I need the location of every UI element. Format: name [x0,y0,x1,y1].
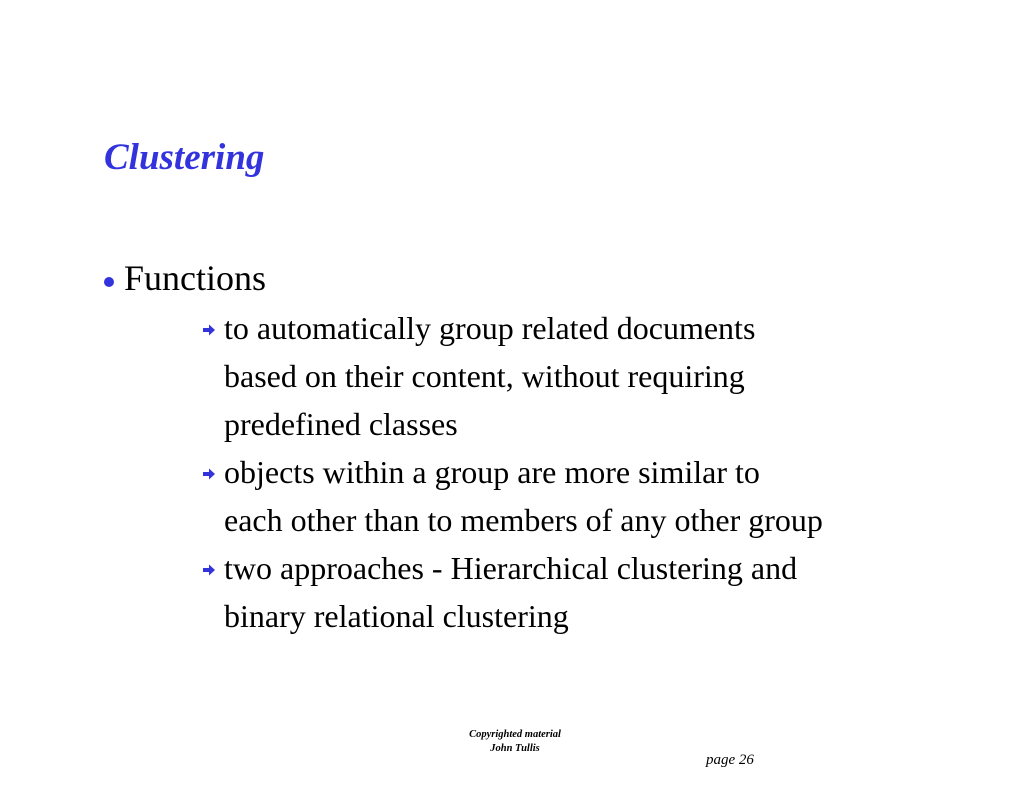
right-arrow-icon [202,467,216,481]
bullet-dot-icon [104,277,114,287]
bullet-functions [104,254,266,302]
sub-bullet-text [224,304,755,448]
sub-bullet-line: objects within a group are more similar to [224,454,760,490]
bullet-label: Functions [124,258,267,298]
sub-bullet-line: two approaches - Hierarchical clustering and [224,550,798,586]
sub-bullet-item [202,304,1002,448]
sub-bullet-item [202,448,1002,544]
footer-copyright [415,728,615,756]
right-arrow-icon [202,323,216,337]
author-text: John Tullis [490,743,540,754]
slide-title: Clustering [104,137,265,178]
sub-bullet-line: predefined classes [224,406,458,442]
sub-bullet-line: to automatically group related documents [224,310,756,346]
sub-bullet-line: binary relational clustering [224,598,569,634]
sub-bullet-line: each other than to members of any other group [224,502,823,538]
sub-bullet-text [224,448,823,544]
sub-bullet-line: based on their content, without requiring [224,358,745,394]
sub-bullet-item [202,544,1002,640]
sub-bullet-text [224,544,797,640]
page-number: page 26 [706,752,754,768]
copyright-text: Copyrighted material [469,729,561,740]
right-arrow-icon [202,563,216,577]
sub-bullet-list [202,304,1002,640]
